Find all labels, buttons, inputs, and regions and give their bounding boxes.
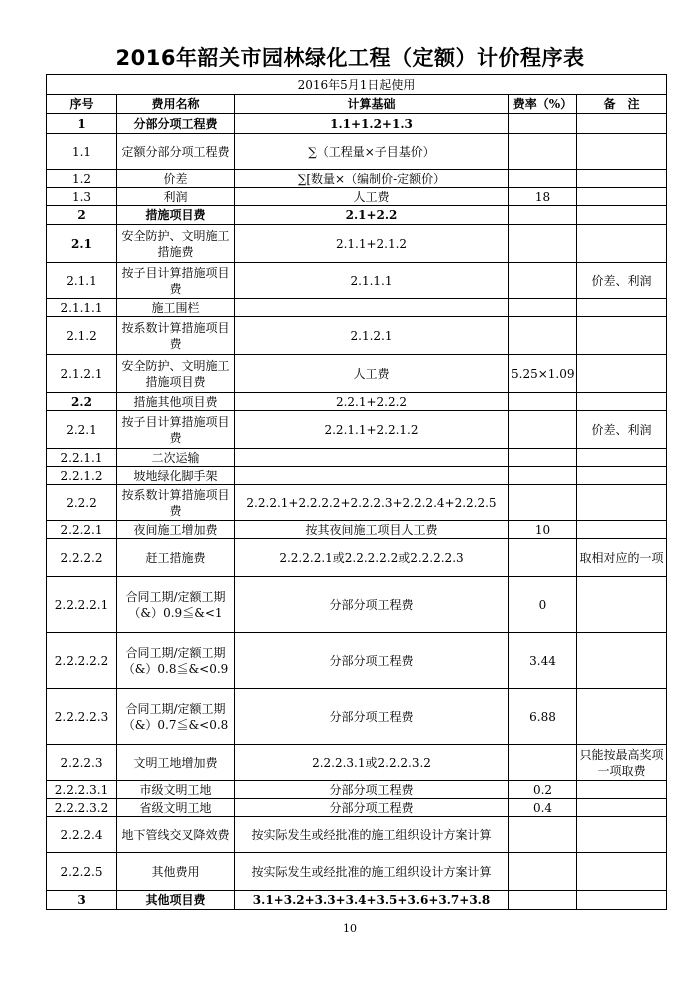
row-note — [577, 633, 667, 689]
table-row — [47, 114, 667, 134]
table-row — [47, 781, 667, 799]
row-basis: ∑（工程量×子目基价） — [235, 134, 509, 170]
row-note: 取相对应的一项 — [577, 539, 667, 577]
row-rate: 0 — [509, 577, 577, 633]
header-seq: 序号 — [47, 95, 117, 114]
row-rate: 0.2 — [509, 781, 577, 799]
row-seq: 1.3 — [47, 188, 117, 206]
row-rate — [509, 449, 577, 467]
row-seq: 1.1 — [47, 134, 117, 170]
pricing-procedure-table — [46, 74, 667, 910]
row-fee-name: 地下管线交叉降效费 — [117, 817, 235, 853]
row-fee-name: 省级文明工地 — [117, 799, 235, 817]
table-row — [47, 355, 667, 393]
row-fee-name: 施工围栏 — [117, 299, 235, 317]
row-seq: 2.2.2.5 — [47, 853, 117, 891]
row-fee-name: 赶工措施费 — [117, 539, 235, 577]
row-rate — [509, 206, 577, 225]
row-basis: 分部分项工程费 — [235, 799, 509, 817]
row-fee-name: 二次运输 — [117, 449, 235, 467]
row-seq: 2.2 — [47, 393, 117, 411]
row-fee-name: 合同工期/定额工期（&）0.8≦&<0.9 — [117, 633, 235, 689]
row-seq: 2.2.2.4 — [47, 817, 117, 853]
row-fee-name: 分部分项工程费 — [117, 114, 235, 134]
row-seq: 2 — [47, 206, 117, 225]
page-number: 10 — [343, 922, 357, 935]
row-seq: 2.2.2.3 — [47, 745, 117, 781]
row-rate — [509, 225, 577, 263]
table-row — [47, 689, 667, 745]
row-rate — [509, 411, 577, 449]
row-rate: 6.88 — [509, 689, 577, 745]
table-row — [47, 467, 667, 485]
row-note — [577, 393, 667, 411]
row-note — [577, 449, 667, 467]
row-seq: 2.2.2.1 — [47, 521, 117, 539]
row-basis: 人工费 — [235, 355, 509, 393]
table-row — [47, 449, 667, 467]
row-note: 只能按最高奖项一项取费 — [577, 745, 667, 781]
row-basis: 2.1.1+2.1.2 — [235, 225, 509, 263]
row-seq: 2.1.1 — [47, 263, 117, 299]
row-note: 价差、利润 — [577, 263, 667, 299]
table-row — [47, 393, 667, 411]
row-note — [577, 225, 667, 263]
row-fee-name: 合同工期/定额工期（&）0.7≦&<0.8 — [117, 689, 235, 745]
row-seq: 2.2.2.2.2 — [47, 633, 117, 689]
row-note — [577, 781, 667, 799]
row-note — [577, 485, 667, 521]
row-basis: 按其夜间施工项目人工费 — [235, 521, 509, 539]
row-basis: ∑[数量×（编制价-定额价） — [235, 170, 509, 188]
row-note — [577, 206, 667, 225]
row-rate: 3.44 — [509, 633, 577, 689]
row-rate — [509, 817, 577, 853]
row-fee-name: 措施其他项目费 — [117, 393, 235, 411]
table-row — [47, 317, 667, 355]
row-basis: 3.1+3.2+3.3+3.4+3.5+3.6+3.7+3.8 — [235, 891, 509, 910]
row-seq: 2.1.2 — [47, 317, 117, 355]
header-note: 备 注 — [577, 95, 667, 114]
table-row — [47, 263, 667, 299]
row-fee-name: 定额分部分项工程费 — [117, 134, 235, 170]
row-note — [577, 299, 667, 317]
row-note — [577, 467, 667, 485]
row-rate — [509, 170, 577, 188]
row-rate — [509, 299, 577, 317]
row-rate — [509, 467, 577, 485]
table-row — [47, 206, 667, 225]
row-fee-name: 措施项目费 — [117, 206, 235, 225]
row-fee-name: 按子目计算措施项目费 — [117, 263, 235, 299]
row-note — [577, 853, 667, 891]
row-note — [577, 188, 667, 206]
row-seq: 1.2 — [47, 170, 117, 188]
row-note — [577, 317, 667, 355]
row-seq: 2.2.2.2.3 — [47, 689, 117, 745]
row-rate: 18 — [509, 188, 577, 206]
row-basis: 分部分项工程费 — [235, 577, 509, 633]
row-rate: 10 — [509, 521, 577, 539]
row-rate — [509, 393, 577, 411]
table-row — [47, 225, 667, 263]
row-basis — [235, 449, 509, 467]
table-row — [47, 521, 667, 539]
row-seq: 2.2.2 — [47, 485, 117, 521]
row-basis: 2.1.2.1 — [235, 317, 509, 355]
table-row — [47, 134, 667, 170]
row-basis: 按实际发生或经批准的施工组织设计方案计算 — [235, 853, 509, 891]
effective-date: 2016年5月1日起使用 — [47, 75, 667, 95]
row-fee-name: 按系数计算措施项目费 — [117, 485, 235, 521]
row-note — [577, 817, 667, 853]
row-seq: 1 — [47, 114, 117, 134]
table-row — [47, 817, 667, 853]
table-row — [47, 170, 667, 188]
row-seq: 2.2.1 — [47, 411, 117, 449]
row-fee-name: 安全防护、文明施工措施项目费 — [117, 355, 235, 393]
row-rate: 0.4 — [509, 799, 577, 817]
row-fee-name: 文明工地增加费 — [117, 745, 235, 781]
row-basis: 1.1+1.2+1.3 — [235, 114, 509, 134]
row-note — [577, 521, 667, 539]
row-rate — [509, 114, 577, 134]
row-rate — [509, 891, 577, 910]
row-basis: 2.2.1+2.2.2 — [235, 393, 509, 411]
row-rate — [509, 853, 577, 891]
row-note — [577, 689, 667, 745]
row-fee-name: 利润 — [117, 188, 235, 206]
table-row — [47, 853, 667, 891]
row-basis: 2.2.2.2.1或2.2.2.2.2或2.2.2.2.3 — [235, 539, 509, 577]
row-seq: 2.2.2.2 — [47, 539, 117, 577]
subtitle-row — [47, 75, 667, 95]
row-rate — [509, 539, 577, 577]
row-basis: 按实际发生或经批准的施工组织设计方案计算 — [235, 817, 509, 853]
table-row — [47, 891, 667, 910]
row-basis: 2.2.1.1+2.2.1.2 — [235, 411, 509, 449]
row-rate — [509, 485, 577, 521]
row-basis — [235, 299, 509, 317]
row-note: 价差、利润 — [577, 411, 667, 449]
row-rate — [509, 317, 577, 355]
row-seq: 2.1.1.1 — [47, 299, 117, 317]
table-row — [47, 633, 667, 689]
row-seq: 3 — [47, 891, 117, 910]
header-rate: 费率（%） — [509, 95, 577, 114]
header-basis: 计算基础 — [235, 95, 509, 114]
row-fee-name: 其他项目费 — [117, 891, 235, 910]
row-rate: 5.25×1.09 — [509, 355, 577, 393]
row-fee-name: 其他费用 — [117, 853, 235, 891]
table-row — [47, 485, 667, 521]
page-title: 2016年韶关市园林绿化工程（定额）计价程序表 — [115, 46, 585, 70]
row-note — [577, 577, 667, 633]
table-row — [47, 188, 667, 206]
header-fee-name: 费用名称 — [117, 95, 235, 114]
table-row — [47, 745, 667, 781]
row-rate — [509, 745, 577, 781]
table-row — [47, 577, 667, 633]
row-basis: 人工费 — [235, 188, 509, 206]
row-note — [577, 170, 667, 188]
table-row — [47, 799, 667, 817]
row-note — [577, 355, 667, 393]
row-note — [577, 134, 667, 170]
row-fee-name: 安全防护、文明施工措施费 — [117, 225, 235, 263]
row-note — [577, 891, 667, 910]
row-seq: 2.2.2.3.1 — [47, 781, 117, 799]
row-fee-name: 市级文明工地 — [117, 781, 235, 799]
row-fee-name: 价差 — [117, 170, 235, 188]
row-seq: 2.2.1.2 — [47, 467, 117, 485]
row-seq: 2.1.2.1 — [47, 355, 117, 393]
row-rate — [509, 263, 577, 299]
row-seq: 2.2.2.3.2 — [47, 799, 117, 817]
row-fee-name: 按系数计算措施项目费 — [117, 317, 235, 355]
row-rate — [509, 134, 577, 170]
row-note — [577, 799, 667, 817]
row-basis: 2.1.1.1 — [235, 263, 509, 299]
header-row — [47, 95, 667, 114]
row-seq: 2.2.2.2.1 — [47, 577, 117, 633]
row-basis: 2.2.2.3.1或2.2.2.3.2 — [235, 745, 509, 781]
row-basis: 分部分项工程费 — [235, 781, 509, 799]
row-note — [577, 114, 667, 134]
table-row — [47, 299, 667, 317]
row-basis: 分部分项工程费 — [235, 689, 509, 745]
row-basis — [235, 467, 509, 485]
table-row — [47, 539, 667, 577]
row-basis: 2.1+2.2 — [235, 206, 509, 225]
row-seq: 2.1 — [47, 225, 117, 263]
row-fee-name: 夜间施工增加费 — [117, 521, 235, 539]
row-basis: 分部分项工程费 — [235, 633, 509, 689]
row-basis: 2.2.2.1+2.2.2.2+2.2.2.3+2.2.2.4+2.2.2.5 — [235, 485, 509, 521]
row-fee-name: 按子目计算措施项目费 — [117, 411, 235, 449]
row-fee-name: 坡地绿化脚手架 — [117, 467, 235, 485]
row-seq: 2.2.1.1 — [47, 449, 117, 467]
table-body — [47, 75, 667, 910]
row-fee-name: 合同工期/定额工期（&）0.9≦&<1 — [117, 577, 235, 633]
table-row — [47, 411, 667, 449]
